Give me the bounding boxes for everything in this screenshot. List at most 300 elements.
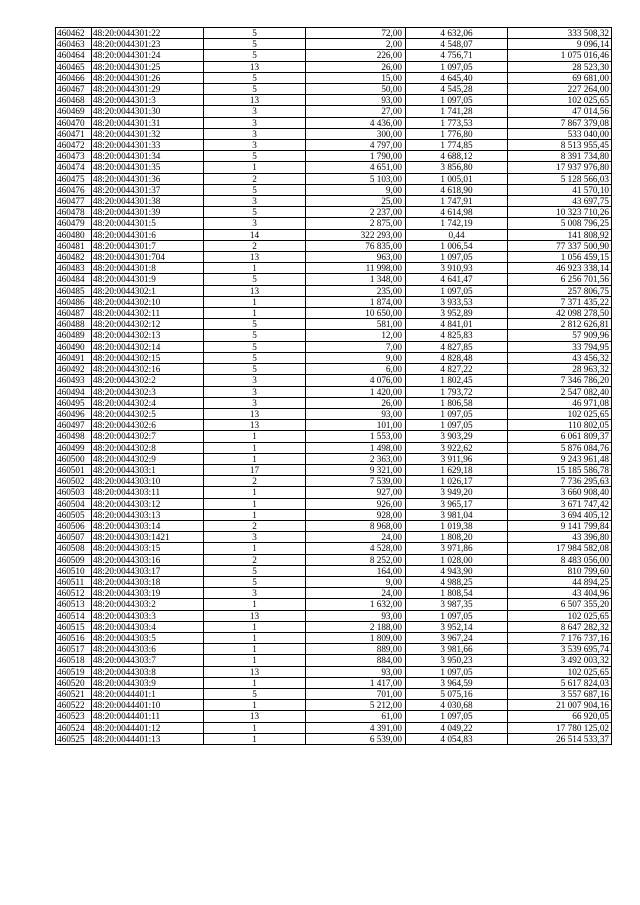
cadastral-number-cell: 48:20:0044302:12 [92,319,204,330]
specific-value-cell: 1 019,38 [406,520,508,531]
table-row [56,252,612,263]
specific-value-cell: 3 967,24 [406,632,508,643]
cadastral-number-cell: 48:20:0044302:14 [92,341,204,352]
cadastral-number-cell: 48:20:0044401:1 [92,688,204,699]
area-cell: 93,00 [306,408,406,419]
cadastral-number-cell: 48:20:0044303:11 [92,487,204,498]
cadastral-value-cell: 8 483 056,00 [508,554,612,565]
area-cell: 889,00 [306,644,406,655]
cadastral-number-cell: 48:20:0044303:13 [92,509,204,520]
cadastral-value-cell: 102 025,65 [508,408,612,419]
cadastral-number-cell: 48:20:0044302:10 [92,296,204,307]
cadastral-value-cell: 9 096,14 [508,39,612,50]
cadastral-number-cell: 48:20:0044301:704 [92,252,204,263]
area-cell: 50,00 [306,84,406,95]
table-row [56,733,612,744]
category-cell: 3 [204,386,306,397]
cadastral-number-cell: 48:20:0044401:10 [92,700,204,711]
specific-value-cell: 4 645,40 [406,72,508,83]
area-cell: 1 809,00 [306,632,406,643]
row-id-cell: 460485 [56,285,92,296]
specific-value-cell: 3 952,14 [406,621,508,632]
cadastral-number-cell: 48:20:0044303:9 [92,677,204,688]
table-row [56,543,612,554]
category-cell: 1 [204,655,306,666]
category-cell: 5 [204,84,306,95]
cadastral-value-cell: 257 806,75 [508,285,612,296]
cadastral-number-cell: 48:20:0044302:2 [92,375,204,386]
category-cell: 1 [204,453,306,464]
table-row [56,632,612,643]
table-row [56,196,612,207]
row-id-cell: 460463 [56,39,92,50]
category-cell: 13 [204,420,306,431]
table-row [56,576,612,587]
area-cell: 884,00 [306,655,406,666]
category-cell: 5 [204,364,306,375]
area-cell: 1 348,00 [306,274,406,285]
cadastral-value-cell: 46 971,08 [508,397,612,408]
cadastral-value-cell: 43 404,96 [508,588,612,599]
category-cell: 1 [204,296,306,307]
category-cell: 3 [204,128,306,139]
area-cell: 1 553,00 [306,431,406,442]
specific-value-cell: 4 943,90 [406,565,508,576]
specific-value-cell: 1 741,28 [406,106,508,117]
area-cell: 93,00 [306,666,406,677]
table-row [56,352,612,363]
specific-value-cell: 4 828,48 [406,352,508,363]
row-id-cell: 460489 [56,330,92,341]
specific-value-cell: 4 688,12 [406,151,508,162]
area-cell: 2,00 [306,39,406,50]
cadastral-value-cell: 810 799,60 [508,565,612,576]
category-cell: 13 [204,666,306,677]
area-cell: 927,00 [306,487,406,498]
category-cell: 1 [204,632,306,643]
category-cell: 17 [204,464,306,475]
cadastral-value-cell: 33 794,95 [508,341,612,352]
area-cell: 8 968,00 [306,520,406,531]
row-id-cell: 460466 [56,72,92,83]
category-cell: 1 [204,621,306,632]
specific-value-cell: 1 742,19 [406,218,508,229]
category-cell: 1 [204,677,306,688]
cadastral-number-cell: 48:20:0044303:2 [92,599,204,610]
cadastral-number-cell: 48:20:0044301:8 [92,263,204,274]
cadastral-value-cell: 43 396,80 [508,532,612,543]
table-row [56,162,612,173]
cadastral-number-cell: 48:20:0044301:31 [92,117,204,128]
cadastral-number-cell: 48:20:0044301:9 [92,274,204,285]
cadastral-value-cell: 26 514 533,37 [508,733,612,744]
cadastral-value-table [55,27,612,745]
specific-value-cell: 4 756,71 [406,50,508,61]
row-id-cell: 460486 [56,296,92,307]
row-id-cell: 460483 [56,263,92,274]
category-cell: 2 [204,173,306,184]
cadastral-number-cell: 48:20:0044302:6 [92,420,204,431]
specific-value-cell: 3 903,29 [406,431,508,442]
specific-value-cell: 1 802,45 [406,375,508,386]
cadastral-number-cell: 48:20:0044303:6 [92,644,204,655]
category-cell: 1 [204,599,306,610]
table-row [56,621,612,632]
cadastral-value-cell: 1 075 016,46 [508,50,612,61]
specific-value-cell: 1 026,17 [406,476,508,487]
table-row [56,453,612,464]
cadastral-value-cell: 7 346 786,20 [508,375,612,386]
category-cell: 5 [204,319,306,330]
cadastral-number-cell: 48:20:0044303:3 [92,610,204,621]
cadastral-value-cell: 42 098 278,50 [508,308,612,319]
category-cell: 5 [204,688,306,699]
row-id-cell: 460502 [56,476,92,487]
specific-value-cell: 4 054,83 [406,733,508,744]
category-cell: 13 [204,408,306,419]
row-id-cell: 460523 [56,711,92,722]
area-cell: 24,00 [306,532,406,543]
table-row [56,554,612,565]
row-id-cell: 460493 [56,375,92,386]
specific-value-cell: 1 776,80 [406,128,508,139]
table-row [56,72,612,83]
table-row [56,610,612,621]
table-row [56,184,612,195]
cadastral-number-cell: 48:20:0044301:36 [92,173,204,184]
cadastral-value-cell: 3 694 405,12 [508,509,612,520]
table-row [56,84,612,95]
cadastral-number-cell: 48:20:0044303:17 [92,565,204,576]
specific-value-cell: 4 618,90 [406,184,508,195]
specific-value-cell: 1 097,05 [406,666,508,677]
cadastral-number-cell: 48:20:0044303:1 [92,464,204,475]
cadastral-number-cell: 48:20:0044401:12 [92,722,204,733]
area-cell: 93,00 [306,610,406,621]
row-id-cell: 460478 [56,207,92,218]
area-cell: 6 539,00 [306,733,406,744]
category-cell: 1 [204,509,306,520]
category-cell: 1 [204,644,306,655]
category-cell: 5 [204,565,306,576]
category-cell: 3 [204,588,306,599]
specific-value-cell: 1 005,01 [406,173,508,184]
cadastral-number-cell: 48:20:0044303:7 [92,655,204,666]
area-cell: 76 835,00 [306,240,406,251]
category-cell: 5 [204,184,306,195]
cadastral-value-cell: 3 557 687,16 [508,688,612,699]
row-id-cell: 460470 [56,117,92,128]
specific-value-cell: 4 827,85 [406,341,508,352]
row-id-cell: 460511 [56,576,92,587]
cadastral-number-cell: 48:20:0044301:24 [92,50,204,61]
category-cell: 5 [204,576,306,587]
category-cell: 3 [204,532,306,543]
area-cell: 1 417,00 [306,677,406,688]
table-row [56,330,612,341]
category-cell: 1 [204,263,306,274]
cadastral-value-cell: 17 984 582,08 [508,543,612,554]
area-cell: 235,00 [306,285,406,296]
area-cell: 4 076,00 [306,375,406,386]
row-id-cell: 460464 [56,50,92,61]
category-cell: 13 [204,711,306,722]
area-cell: 93,00 [306,95,406,106]
row-id-cell: 460482 [56,252,92,263]
category-cell: 1 [204,700,306,711]
cadastral-number-cell: 48:20:0044303:15 [92,543,204,554]
area-cell: 1 420,00 [306,386,406,397]
cadastral-number-cell: 48:20:0044303:18 [92,576,204,587]
specific-value-cell: 1 006,54 [406,240,508,251]
row-id-cell: 460488 [56,319,92,330]
cadastral-number-cell: 48:20:0044301:30 [92,106,204,117]
category-cell: 5 [204,39,306,50]
specific-value-cell: 4 545,28 [406,84,508,95]
cadastral-number-cell: 48:20:0044302:5 [92,408,204,419]
row-id-cell: 460495 [56,397,92,408]
category-cell: 3 [204,106,306,117]
specific-value-cell: 3 922,62 [406,442,508,453]
row-id-cell: 460469 [56,106,92,117]
table-body [56,28,612,745]
cadastral-number-cell: 48:20:0044301:37 [92,184,204,195]
table-row [56,442,612,453]
table-row [56,375,612,386]
category-cell: 14 [204,229,306,240]
area-cell: 928,00 [306,509,406,520]
row-id-cell: 460522 [56,700,92,711]
table-row [56,498,612,509]
cadastral-value-cell: 141 808,92 [508,229,612,240]
row-id-cell: 460497 [56,420,92,431]
area-cell: 7,00 [306,341,406,352]
cadastral-value-cell: 110 802,05 [508,420,612,431]
cadastral-number-cell: 48:20:0044401:11 [92,711,204,722]
specific-value-cell: 3 933,53 [406,296,508,307]
table-row [56,173,612,184]
row-id-cell: 460501 [56,464,92,475]
table-row [56,140,612,151]
cadastral-value-cell: 3 492 003,32 [508,655,612,666]
specific-value-cell: 3 950,23 [406,655,508,666]
cadastral-value-cell: 227 264,00 [508,84,612,95]
cadastral-number-cell: 48:20:0044301:7 [92,240,204,251]
specific-value-cell: 1 097,05 [406,285,508,296]
category-cell: 2 [204,520,306,531]
table-row [56,263,612,274]
cadastral-value-cell: 2 547 082,40 [508,386,612,397]
category-cell: 5 [204,151,306,162]
category-cell: 1 [204,308,306,319]
row-id-cell: 460492 [56,364,92,375]
table-row [56,588,612,599]
specific-value-cell: 3 987,35 [406,599,508,610]
area-cell: 322 293,00 [306,229,406,240]
cadastral-value-cell: 44 894,25 [508,576,612,587]
cadastral-number-cell: 48:20:0044303:1421 [92,532,204,543]
cadastral-number-cell: 48:20:0044302:11 [92,308,204,319]
specific-value-cell: 4 988,25 [406,576,508,587]
area-cell: 581,00 [306,319,406,330]
cadastral-number-cell: 48:20:0044303:8 [92,666,204,677]
cadastral-number-cell: 48:20:0044301:38 [92,196,204,207]
row-id-cell: 460467 [56,84,92,95]
table-row [56,106,612,117]
specific-value-cell: 4 030,68 [406,700,508,711]
cadastral-number-cell: 48:20:0044303:10 [92,476,204,487]
table-row [56,151,612,162]
category-cell: 3 [204,218,306,229]
cadastral-number-cell: 48:20:0044301:5 [92,218,204,229]
table-row [56,464,612,475]
category-cell: 13 [204,285,306,296]
table-row [56,274,612,285]
cadastral-value-cell: 5 617 824,03 [508,677,612,688]
cadastral-number-cell: 48:20:0044401:13 [92,733,204,744]
specific-value-cell: 1 028,00 [406,554,508,565]
table-row [56,95,612,106]
cadastral-value-cell: 77 337 500,90 [508,240,612,251]
area-cell: 300,00 [306,128,406,139]
row-id-cell: 460491 [56,352,92,363]
table-row [56,677,612,688]
cadastral-number-cell: 48:20:0044303:19 [92,588,204,599]
area-cell: 25,00 [306,196,406,207]
row-id-cell: 460507 [56,532,92,543]
table-row [56,39,612,50]
specific-value-cell: 1 097,05 [406,61,508,72]
table-row [56,565,612,576]
category-cell: 2 [204,240,306,251]
cadastral-value-cell: 47 014,56 [508,106,612,117]
area-cell: 61,00 [306,711,406,722]
specific-value-cell: 1 774,85 [406,140,508,151]
specific-value-cell: 4 632,06 [406,28,508,39]
row-id-cell: 460472 [56,140,92,151]
cadastral-number-cell: 48:20:0044302:16 [92,364,204,375]
area-cell: 15,00 [306,72,406,83]
cadastral-number-cell: 48:20:0044301:22 [92,28,204,39]
row-id-cell: 460477 [56,196,92,207]
category-cell: 1 [204,487,306,498]
cadastral-value-cell: 3 539 695,74 [508,644,612,655]
cadastral-value-cell: 43 456,32 [508,352,612,363]
cadastral-number-cell: 48:20:0044301:34 [92,151,204,162]
specific-value-cell: 1 097,05 [406,420,508,431]
category-cell: 5 [204,352,306,363]
cadastral-value-cell: 2 812 626,81 [508,319,612,330]
table-row [56,319,612,330]
specific-value-cell: 4 641,47 [406,274,508,285]
area-cell: 6,00 [306,364,406,375]
cadastral-value-cell: 533 040,00 [508,128,612,139]
cadastral-value-cell: 57 909,96 [508,330,612,341]
row-id-cell: 460490 [56,341,92,352]
row-id-cell: 460518 [56,655,92,666]
category-cell: 2 [204,554,306,565]
table-row [56,128,612,139]
cadastral-number-cell: 48:20:0044303:5 [92,632,204,643]
category-cell: 2 [204,476,306,487]
specific-value-cell: 3 910,93 [406,263,508,274]
cadastral-value-cell: 5 876 084,76 [508,442,612,453]
category-cell: 5 [204,72,306,83]
specific-value-cell: 4 049,22 [406,722,508,733]
area-cell: 7 539,00 [306,476,406,487]
area-cell: 2 188,00 [306,621,406,632]
cadastral-value-cell: 28 523,30 [508,61,612,72]
cadastral-number-cell: 48:20:0044303:4 [92,621,204,632]
category-cell: 1 [204,498,306,509]
area-cell: 72,00 [306,28,406,39]
area-cell: 9,00 [306,352,406,363]
cadastral-value-cell: 10 323 710,26 [508,207,612,218]
category-cell: 5 [204,330,306,341]
category-cell: 5 [204,341,306,352]
specific-value-cell: 4 825,83 [406,330,508,341]
table-row [56,644,612,655]
cadastral-value-cell: 41 570,10 [508,184,612,195]
specific-value-cell: 4 548,07 [406,39,508,50]
specific-value-cell: 4 614,98 [406,207,508,218]
table-row [56,28,612,39]
cadastral-value-cell: 6 507 355,20 [508,599,612,610]
specific-value-cell: 4 841,01 [406,319,508,330]
cadastral-number-cell: 48:20:0044301:3 [92,95,204,106]
category-cell: 1 [204,162,306,173]
area-cell: 8 252,00 [306,554,406,565]
table-row [56,666,612,677]
cadastral-value-cell: 43 697,75 [508,196,612,207]
area-cell: 9,00 [306,576,406,587]
row-id-cell: 460524 [56,722,92,733]
table-row [56,397,612,408]
row-id-cell: 460499 [56,442,92,453]
category-cell: 13 [204,95,306,106]
area-cell: 164,00 [306,565,406,576]
cadastral-number-cell: 48:20:0044302:3 [92,386,204,397]
row-id-cell: 460515 [56,621,92,632]
category-cell: 3 [204,196,306,207]
row-id-cell: 460517 [56,644,92,655]
category-cell: 1 [204,543,306,554]
table-row [56,285,612,296]
cadastral-value-cell: 28 963,32 [508,364,612,375]
cadastral-number-cell: 48:20:0044301:33 [92,140,204,151]
table-row [56,117,612,128]
category-cell: 3 [204,397,306,408]
specific-value-cell: 3 971,86 [406,543,508,554]
area-cell: 1 790,00 [306,151,406,162]
table-row [56,408,612,419]
area-cell: 12,00 [306,330,406,341]
row-id-cell: 460509 [56,554,92,565]
cadastral-number-cell: 48:20:0044301:25 [92,61,204,72]
category-cell: 5 [204,50,306,61]
specific-value-cell: 3 856,80 [406,162,508,173]
specific-value-cell: 1 747,91 [406,196,508,207]
row-id-cell: 460520 [56,677,92,688]
table-row [56,476,612,487]
table-row [56,308,612,319]
row-id-cell: 460471 [56,128,92,139]
row-id-cell: 460479 [56,218,92,229]
cadastral-value-cell: 69 681,00 [508,72,612,83]
table-row [56,509,612,520]
cadastral-value-cell: 8 647 282,32 [508,621,612,632]
area-cell: 4 391,00 [306,722,406,733]
